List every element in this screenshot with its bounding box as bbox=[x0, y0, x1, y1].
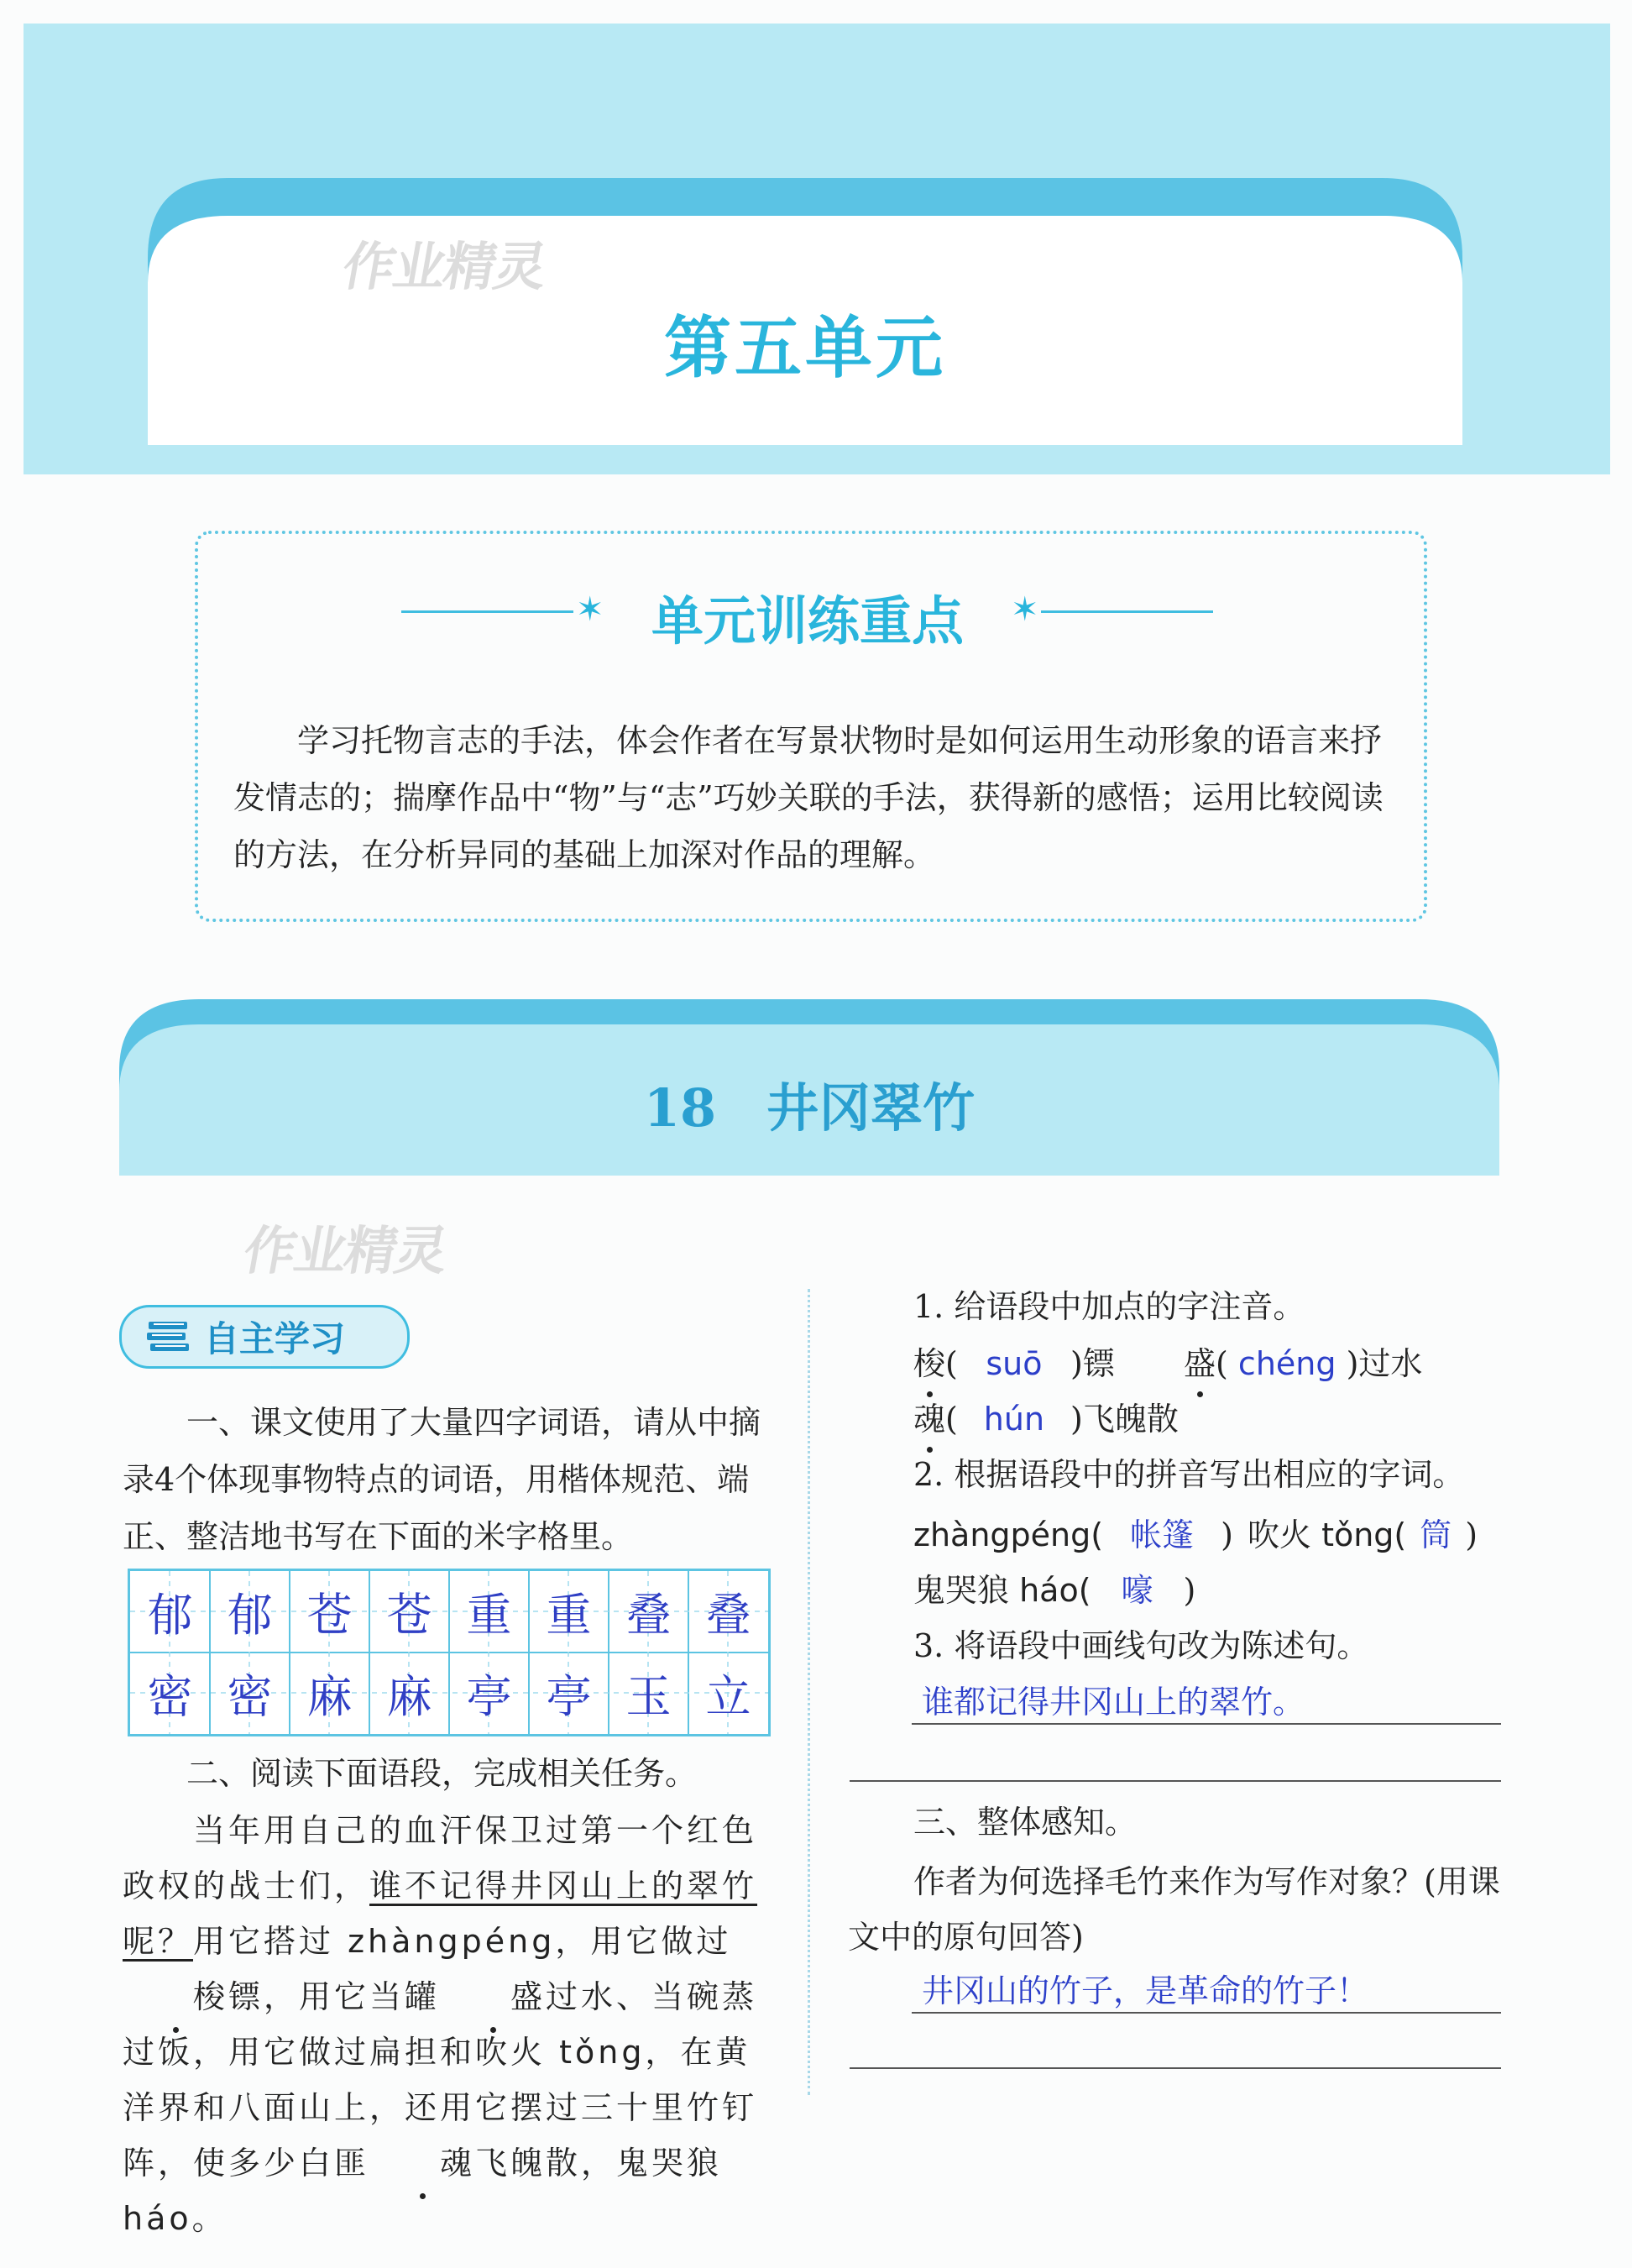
grid-cell: 叠 bbox=[625, 1589, 672, 1642]
pinyin-item: 梭( suō )镖 bbox=[913, 1338, 1115, 1389]
answer-line bbox=[850, 2067, 1501, 2069]
grid-cell: 郁 bbox=[227, 1589, 273, 1642]
question-1-text: 一、课文使用了大量四字词语，请从中摘录4个体现事物特点的词语，用楷体规范、端正、整洁地书写在下面的米字格里。 bbox=[123, 1404, 761, 1555]
column-divider bbox=[808, 1289, 810, 2095]
unit-focus-text: 学习托物言志的手法，体会作者在写景状物时是如何运用生动形象的语言来抒发情志的；揣摩作品中“物”与“志”巧妙关联的手法，获得新的感悟；运用比较阅读的方法，在分析异同的基础上加深对作品的理解。 bbox=[233, 722, 1384, 873]
unit-focus-heading: 单元训练重点 bbox=[651, 590, 964, 652]
grid-cell: 玉 bbox=[625, 1670, 672, 1723]
stacked-books-icon bbox=[145, 1318, 192, 1355]
grid-cell: 亭 bbox=[466, 1670, 512, 1723]
section-tag-self-study bbox=[119, 1305, 410, 1369]
mizige-grid bbox=[128, 1569, 771, 1736]
grid-cell: 郁 bbox=[147, 1589, 193, 1642]
answer-line bbox=[850, 1780, 1501, 1782]
dotted-char: 魂 bbox=[369, 2135, 475, 2191]
watermark: 作业精灵 bbox=[238, 1220, 452, 1281]
question-2-text: 二、阅读下面语段，完成相关任务。 bbox=[186, 1755, 698, 1792]
underlined-sentence: 谁不记得井冈山上的翠竹呢？ bbox=[123, 1867, 758, 1960]
watermark: 作业精灵 bbox=[337, 236, 551, 297]
grid-cell: 麻 bbox=[386, 1670, 432, 1723]
unit-title: 第五单元 bbox=[664, 308, 946, 387]
grid-cell: 亭 bbox=[546, 1670, 592, 1723]
grid-cell: 立 bbox=[705, 1670, 751, 1723]
grid-cell: 密 bbox=[227, 1670, 273, 1723]
grid-cell: 苍 bbox=[306, 1589, 353, 1642]
answer-line bbox=[912, 2012, 1501, 2014]
star-icon: ✶ bbox=[1011, 590, 1039, 629]
word-item: 吹火 tǒng( 筒 ) bbox=[1248, 1516, 1478, 1553]
section-3-question: 作者为何选择毛竹来作为写作对象？(用课文中的原句回答) bbox=[848, 1863, 1500, 1956]
task-3-text: 3. 将语段中画线句改为陈述句。 bbox=[913, 1627, 1369, 1664]
grid-cell: 重 bbox=[546, 1589, 592, 1642]
task-1-text: 1. 给语段中加点的字注音。 bbox=[913, 1288, 1305, 1325]
grid-cell: 叠 bbox=[705, 1589, 751, 1642]
task-2-text: 2. 根据语段中的拼音写出相应的字词。 bbox=[913, 1456, 1465, 1493]
dotted-char: 梭 bbox=[123, 1969, 228, 2024]
section-tag-label: 自主学习 bbox=[204, 1318, 346, 1359]
reading-passage: 当年用自己的血汗保卫过第一个红色政权的战士们，谁不记得井冈山上的翠竹呢？用它搭过 zhàngpéng，用它做过梭镖，用它当罐 盛过水、当碗蒸过饭，用它做过扁担和吹火 tǒng，在黄洋界和八面山上，还用它摆过三十里竹钉阵，使多少白匪 魂飞魄散，鬼哭狼 háo。 bbox=[123, 1812, 758, 2237]
word-item: 鬼哭狼 háo( 嚎 ) bbox=[913, 1572, 1196, 1609]
word-item: zhàngpéng( 帐篷 ) bbox=[913, 1516, 1233, 1553]
task-3-answer: 谁都记得井冈山上的翠竹。 bbox=[922, 1684, 1305, 1721]
section-3-answer: 井冈山的竹子，是革命的竹子！ bbox=[922, 1972, 1369, 2009]
heading-rule-right bbox=[1041, 610, 1213, 613]
section-3-heading: 三、整体感知。 bbox=[913, 1804, 1138, 1841]
dotted-char: 盛 bbox=[440, 1969, 546, 2024]
lesson-title: 18 井冈翠竹 bbox=[643, 1077, 976, 1139]
pinyin-item: 盛( chéng )过水 bbox=[1184, 1338, 1422, 1389]
pinyin-item: 魂( hún )飞魄散 bbox=[913, 1394, 1179, 1444]
grid-cell: 麻 bbox=[306, 1670, 353, 1723]
grid-cell: 密 bbox=[147, 1670, 193, 1723]
star-icon: ✶ bbox=[576, 590, 604, 629]
answer-line bbox=[912, 1723, 1501, 1725]
grid-cell: 重 bbox=[466, 1589, 512, 1642]
grid-cell: 苍 bbox=[386, 1589, 432, 1642]
